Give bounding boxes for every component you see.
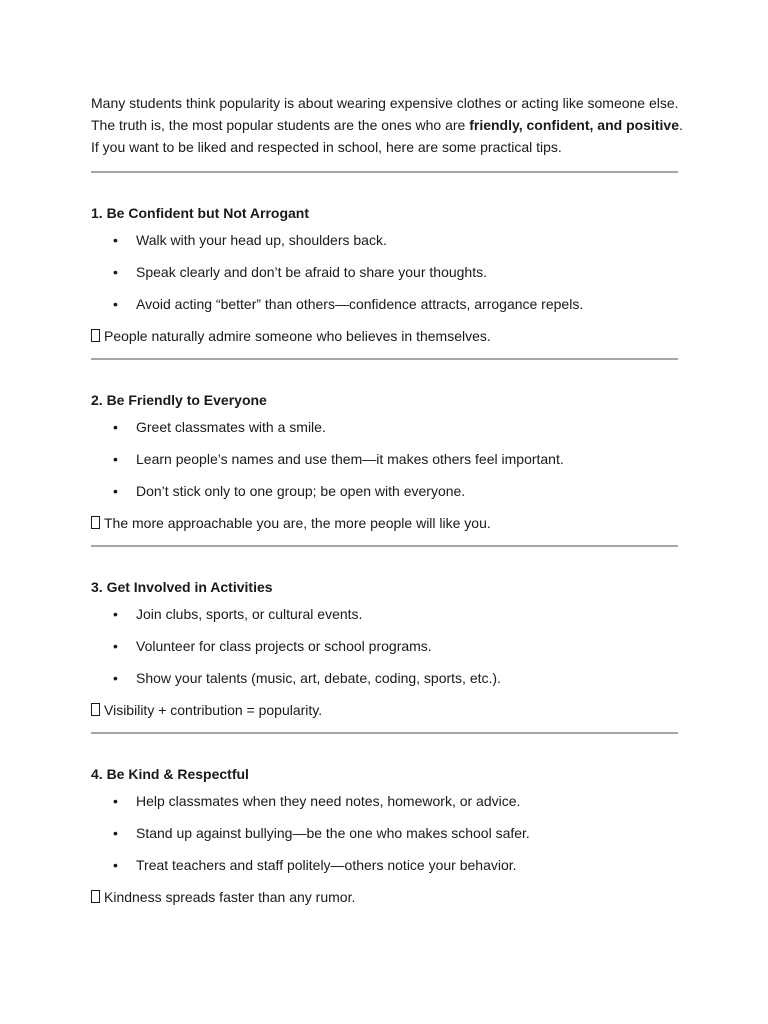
bullet-list [91, 230, 678, 314]
bullet-icon: • [113, 483, 118, 499]
section-takeaway [91, 887, 678, 907]
list-item [91, 230, 678, 250]
missing-glyph-icon [91, 890, 100, 903]
section-takeaway [91, 326, 678, 346]
list-item [91, 449, 678, 469]
list-item [91, 262, 678, 282]
intro-line-2-prefix: The truth is, the most popular students are the ones who are [91, 117, 470, 133]
bullet-icon: • [113, 296, 118, 312]
divider [91, 171, 678, 173]
bullet-icon: • [113, 606, 118, 622]
list-item [91, 417, 678, 437]
list-item [91, 636, 678, 656]
divider [91, 545, 678, 547]
bullet-icon: • [113, 638, 118, 654]
bullet-icon: • [113, 419, 118, 435]
divider [91, 732, 678, 734]
list-item [91, 823, 678, 843]
bullet-icon: • [113, 264, 118, 280]
section-4 [91, 765, 678, 907]
section-title: 3. Get Involved in Activities [91, 579, 273, 595]
list-item-text: Learn people’s names and use them—it makes others feel important. [136, 451, 564, 467]
list-item-text: Walk with your head up, shoulders back. [136, 232, 387, 248]
section-title: 1. Be Confident but Not Arrogant [91, 205, 310, 221]
bullet-list [91, 604, 678, 688]
list-item [91, 855, 678, 875]
list-item [91, 294, 678, 314]
missing-glyph-icon [91, 329, 100, 342]
bullet-icon: • [113, 451, 118, 467]
bullet-icon: • [113, 232, 118, 248]
bullet-icon: • [113, 825, 118, 841]
missing-glyph-icon [91, 703, 100, 716]
bullet-icon: • [113, 670, 118, 686]
list-item-text: Help classmates when they need notes, homework, or advice. [136, 793, 521, 809]
list-item-text: Avoid acting “better” than others—confidence attracts, arrogance repels. [136, 296, 584, 312]
divider [91, 358, 678, 360]
bullet-list [91, 417, 678, 501]
list-item-text: Speak clearly and don’t be afraid to share your thoughts. [136, 264, 487, 280]
bullet-icon: • [113, 857, 118, 873]
bullet-list [91, 791, 678, 875]
list-item-text: Show your talents (music, art, debate, coding, sports, etc.). [136, 670, 501, 686]
list-item-text: Join clubs, sports, or cultural events. [136, 606, 363, 622]
intro-line-2 [91, 114, 683, 136]
document-page [91, 92, 683, 907]
list-item [91, 604, 678, 624]
section-title: 4. Be Kind & Respectful [91, 766, 249, 782]
list-item-text: Volunteer for class projects or school programs. [136, 638, 432, 654]
section-1 [91, 204, 678, 346]
section-takeaway [91, 513, 678, 533]
intro-paragraph [91, 92, 683, 158]
intro-line-1: Many students think popularity is about wearing expensive clothes or acting like someone else. [91, 95, 679, 111]
list-item-text: Treat teachers and staff politely—others notice your behavior. [136, 857, 517, 873]
section-3 [91, 578, 678, 720]
list-item [91, 481, 678, 501]
takeaway-text: People naturally admire someone who believes in themselves. [104, 328, 491, 344]
list-item [91, 668, 678, 688]
takeaway-text: Kindness spreads faster than any rumor. [104, 889, 356, 905]
bullet-icon: • [113, 793, 118, 809]
intro-emphasis: friendly, confident, and positive [469, 117, 679, 133]
missing-glyph-icon [91, 516, 100, 529]
intro-line-3: If you want to be liked and respected in school, here are some practical tips. [91, 139, 562, 155]
list-item-text: Don’t stick only to one group; be open with everyone. [136, 483, 466, 499]
takeaway-text: The more approachable you are, the more people will like you. [104, 515, 491, 531]
intro-line-2-suffix: . [678, 117, 683, 133]
list-item-text: Stand up against bullying—be the one who makes school safer. [136, 825, 530, 841]
section-takeaway [91, 700, 678, 720]
section-title: 2. Be Friendly to Everyone [91, 392, 267, 408]
section-2 [91, 391, 678, 533]
list-item-text: Greet classmates with a smile. [136, 419, 326, 435]
takeaway-text: Visibility + contribution = popularity. [104, 702, 323, 718]
list-item [91, 791, 678, 811]
